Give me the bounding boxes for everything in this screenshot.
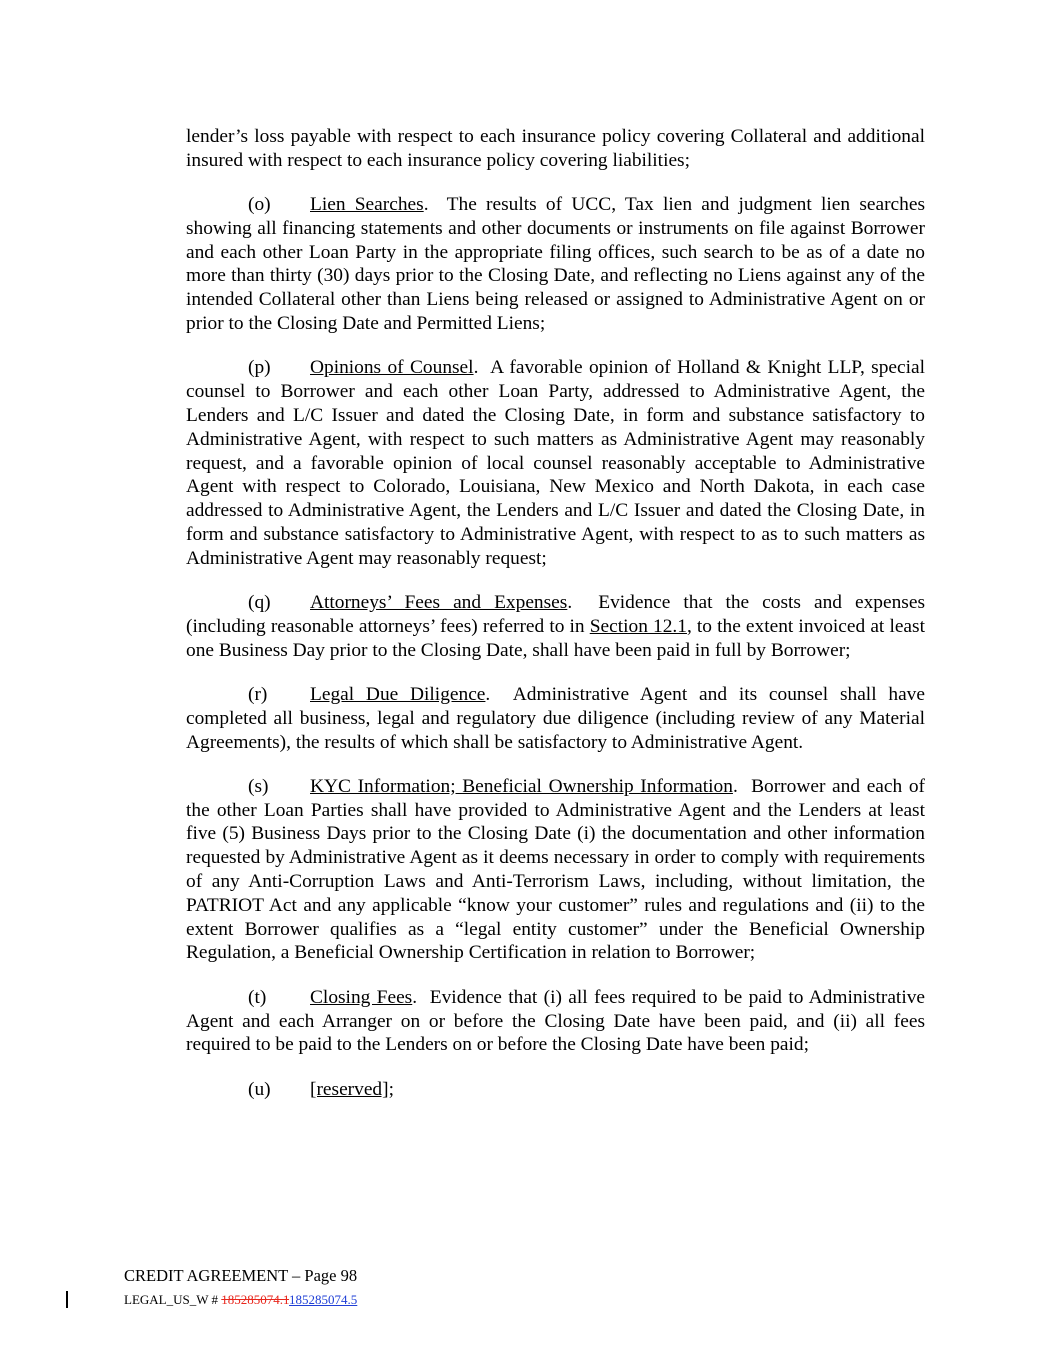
deleted-document-number: 185285074.1 xyxy=(221,1292,290,1307)
text-o: The results of UCC, Tax lien and judgment lien searches showing all financing statements and other documents or instruments on file against Borrower and each other Loan Party in the appropriate filing offices, such search to be as of a date no more than thirty (30) days prior to the Closing Date, and reflecting no Liens against any of the intended Collateral other than Liens being released or assigned to Administrative Agent on or prior to the Closing Date and Permitted Liens; xyxy=(186,194,925,335)
heading-opinions-of-counsel: Opinions of Counsel xyxy=(310,357,474,379)
paragraph-q: (q) Attorneys’ Fees and Expenses. Evidence that the costs and expenses (including reasonable attorneys’ fees) referred to in Section 12.1, to the extent invoiced at least one Business Day prior to the Closing Date, shall have been paid in full by Borrower; xyxy=(186,592,925,661)
section-reference-link[interactable]: Section 12.1 xyxy=(589,615,687,637)
item-letter-o: (o) xyxy=(248,194,271,216)
page-footer xyxy=(124,1265,357,1309)
footer-document-id xyxy=(124,1291,357,1309)
heading-kyc-information: KYC Information; Beneficial Ownership Information xyxy=(310,775,733,797)
revision-change-bar xyxy=(66,1291,68,1308)
paragraph-p: (p) Opinions of Counsel. A favorable opinion of Holland & Knight LLP, special counsel to Borrower and each other Loan Party, addressed to Administrative Agent, the Lenders and L/C Issuer and dated the Closing Date, in form and substance satisfactory to Administrative Agent, with respect to such matters as Administrative Agent may reasonably request, and a favorable opinion of local counsel reasonably acceptable to Administrative Agent with respect to Colorado, Louisiana, New Mexico and North Dakota, in each case addressed to Administrative Agent, the Lenders and L/C Issuer and dated the Closing Date, in form and substance satisfactory to Administrative Agent, with respect to as to such matters as Administrative Agent may reasonably request; xyxy=(186,357,925,569)
text-t: Evidence that (i) all fees required to be paid to Administrative Agent and each Arranger on or before the Closing Date have been paid, and (ii) all fees required to be paid to the Lenders on or before the Closing Date have been paid; xyxy=(186,986,926,1056)
item-letter-p: (p) xyxy=(248,357,271,379)
text-r: Administrative Agent and its counsel shall have completed all business, legal and regulatory due diligence (including review of any Material Agreements), the results of which shall be satisfactory to Administrative Agent. xyxy=(186,683,925,753)
heading-attorneys-fees: Attorneys’ Fees and Expenses xyxy=(310,592,568,614)
footer-title: CREDIT AGREEMENT – Page 98 xyxy=(124,1266,358,1285)
heading-legal-due-diligence: Legal Due Diligence xyxy=(310,683,486,705)
paragraph-r: (r) Legal Due Diligence. Administrative Agent and its counsel shall have completed all business, legal and regulatory due diligence (including review of any Material Agreements), the results of which shall be satisfactory to Administrative Agent. xyxy=(186,683,925,753)
item-letter-r: (r) xyxy=(248,683,268,705)
item-letter-u: (u) xyxy=(248,1078,271,1100)
inserted-document-number: 185285074.5 xyxy=(289,1292,358,1307)
heading-lien-searches: Lien Searches xyxy=(310,194,424,216)
item-letter-t: (t) xyxy=(248,986,267,1008)
text-s: Borrower and each of the other Loan Parties shall have provided to Administrative Agent and the Lenders at least five (5) Business Days prior to the Closing Date (i) the documentation and other information requested by Administrative Agent as it deems necessary in order to comply with requirements of any Anti-Corruption Laws and Anti-Terrorism Laws, including, without limitation, the PATRIOT Act and any applicable “know your customer” rules and regulations and (ii) to the extent Borrower qualifies as a “legal entity customer” under the Beneficial Ownership Regulation, a Beneficial Ownership Certification in relation to Borrower; xyxy=(186,775,926,964)
paragraph-o: (o) Lien Searches. The results of UCC, Tax lien and judgment lien searches showing all financing statements and other documents or instruments on file against Borrower and each other Loan Party in the appropriate filing offices, such search to be as of a date no more than thirty (30) days prior to the Closing Date, and reflecting no Liens against any of the intended Collateral other than Liens being released or assigned to Administrative Agent on or prior to the Closing Date and Permitted Liens; xyxy=(186,194,925,335)
paragraph-s: (s) KYC Information; Beneficial Ownership Information. Borrower and each of the other Loan Parties shall have provided to Administrative Agent and the Lenders at least five (5) Business Days prior to the Closing Date (i) the documentation and other information requested by Administrative Agent as it deems necessary in order to comply with requirements of any Anti-Corruption Laws and Anti-Terrorism Laws, including, without limitation, the PATRIOT Act and any applicable “know your customer” rules and regulations and (ii) to the extent Borrower qualifies as a “legal entity customer” under the Beneficial Ownership Regulation, a Beneficial Ownership Certification in relation to Borrower; xyxy=(186,775,926,964)
text-q-before: Evidence that the costs and expenses (including reasonable attorneys’ fees) referred to in xyxy=(186,592,925,637)
item-letter-s: (s) xyxy=(248,775,269,797)
text-q-after: , to the extent invoiced at least one Business Day prior to the Closing Date, shall have been paid in full by Borrower; xyxy=(186,615,925,661)
heading-reserved: [reserved] xyxy=(310,1078,389,1100)
heading-closing-fees: Closing Fees xyxy=(310,986,413,1008)
text-p: A favorable opinion of Holland & Knight LLP, special counsel to Borrower and each other Loan Party, addressed to Administrative Agent, the Lenders and L/C Issuer and dated the Closing Date, in form and substance satisfactory to Administrative Agent, with respect to such matters as Administrative Agent may reasonably request, and a favorable opinion of local counsel reasonably acceptable to Administrative Agent with respect to Colorado, Louisiana, New Mexico and North Dakota, in each case addressed to Administrative Agent, the Lenders and L/C Issuer and dated the Closing Date, in form and substance satisfactory to Administrative Agent, with respect to as to such matters as Administrative Agent may reasonably request; xyxy=(186,357,925,569)
paragraph-u xyxy=(186,1078,925,1102)
paragraph-intro: lender’s loss payable with respect to each insurance policy covering Collateral and additional insured with respect to each insurance policy covering liabilities; xyxy=(186,126,925,171)
suffix-u: ; xyxy=(388,1078,394,1100)
document-body xyxy=(186,125,925,1122)
item-letter-q: (q) xyxy=(248,592,271,614)
footer-id-prefix: LEGAL_US_W # xyxy=(124,1292,222,1307)
paragraph-t: (t) Closing Fees. Evidence that (i) all fees required to be paid to Administrative Agent and each Arranger on or before the Closing Date have been paid, and (ii) all fees required to be paid to the Lenders on or before the Closing Date have been paid; xyxy=(186,986,926,1056)
